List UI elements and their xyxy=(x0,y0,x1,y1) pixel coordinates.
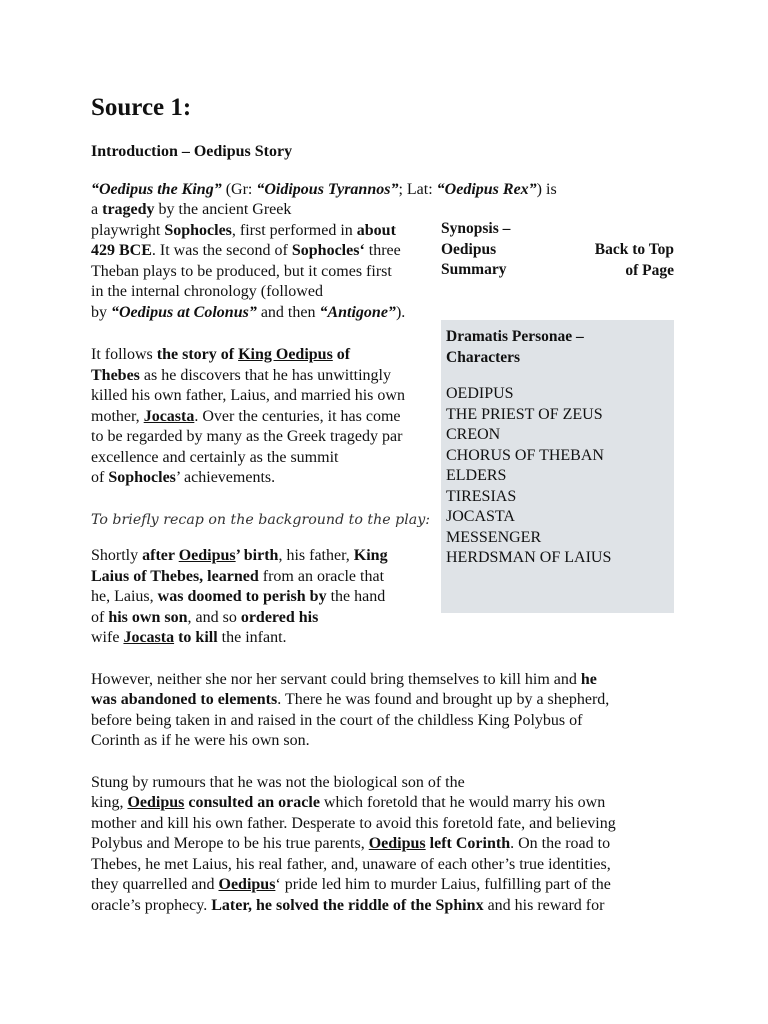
character-item: HERDSMAN OF LAIUS xyxy=(446,549,612,566)
birth-line: Laius of Thebes, learned from an oracle that xyxy=(91,568,385,585)
recap-note: To briefly recap on the background to the play: xyxy=(91,512,431,528)
story-line: Thebes as he discovers that he has unwittingly xyxy=(91,367,391,384)
story-line: mother, Jocasta. Over the centuries, it has come xyxy=(91,408,401,425)
character-item: TIRESIAS xyxy=(446,487,517,505)
intro-line: 429 BCE. It was the second of Sophocles‘ three xyxy=(91,242,401,259)
intro-line: a tragedy by the ancient Greek xyxy=(91,201,292,218)
rumours-line: Polybus and Merope to be his true parents, Oedipus left Corinth. On the road to xyxy=(91,835,611,852)
birth-line: he, Laius, was doomed to perish by the hand xyxy=(91,588,386,605)
rumours-line: Stung by rumours that he was not the biological son of the xyxy=(91,774,465,791)
abandon-line: before being taken in and raised in the court of the childless King Polybus of xyxy=(91,712,583,729)
intro-line: in the internal chronology (followed xyxy=(91,283,323,300)
story-line: killed his own father, Laius, and married his own xyxy=(91,387,405,404)
intro-line: Theban plays to be produced, but it comes first xyxy=(91,263,392,280)
birth-line: wife Jocasta to kill the infant. xyxy=(91,629,287,646)
dramatis-personae-title: Dramatis Personae – Characters xyxy=(446,328,584,366)
page-title: Source 1: xyxy=(91,94,192,121)
intro-line: playwright Sophocles, first performed in about xyxy=(91,222,396,239)
birth-line: of his own son, and so ordered his xyxy=(91,609,319,626)
character-item: CREON xyxy=(446,426,501,443)
intro-line: “Oedipus the King” (Gr: “Oidipous Tyrannos”; Lat: “Oedipus Rex”) is xyxy=(91,181,557,198)
story-line: to be regarded by many as the Greek tragedy par xyxy=(91,428,403,445)
character-item: ELDERS xyxy=(446,467,507,484)
synopsis-link[interactable]: Synopsis – Oedipus Summary xyxy=(441,220,511,278)
rumours-line: oracle’s prophecy. Later, he solved the riddle of the Sphinx and his reward for xyxy=(91,897,605,914)
character-item: OEDIPUS xyxy=(446,385,514,402)
rumours-line: they quarrelled and Oedipus‘ pride led him to murder Laius, fulfilling part of the xyxy=(91,876,611,893)
rumours-line: Thebes, he met Laius, his real father, and, unaware of each other’s true identities, xyxy=(91,856,611,873)
section-subtitle: Introduction – Oedipus Story xyxy=(91,143,293,160)
story-line: excellence and certainly as the summit xyxy=(91,449,339,466)
character-item: THE PRIEST OF ZEUS xyxy=(446,405,603,423)
character-list xyxy=(446,384,611,569)
character-item: CHORUS OF THEBAN xyxy=(446,446,604,464)
rumours-line: mother and kill his own father. Desperate to avoid this foretold fate, and believing xyxy=(91,815,616,832)
intro-line: by “Oedipus at Colonus” and then “Antigone”). xyxy=(91,304,406,321)
back-to-top-link[interactable]: Back to Top of Page xyxy=(594,241,674,279)
rumours-line: king, Oedipus consulted an oracle which foretold that he would marry his own xyxy=(91,794,606,811)
character-item: JOCASTA xyxy=(446,508,515,525)
story-line: of Sophocles’ achievements. xyxy=(91,469,276,486)
abandon-line: Corinth as if he were his own son. xyxy=(91,732,310,749)
story-line: It follows the story of King Oedipus of xyxy=(91,346,351,363)
abandon-line: was abandoned to elements. There he was found and brought up by a shepherd, xyxy=(91,691,610,708)
birth-line: Shortly after Oedipus’ birth, his father, King xyxy=(91,547,388,564)
character-item: MESSENGER xyxy=(446,528,542,546)
abandon-line: However, neither she nor her servant could bring themselves to kill him and he xyxy=(91,671,597,688)
